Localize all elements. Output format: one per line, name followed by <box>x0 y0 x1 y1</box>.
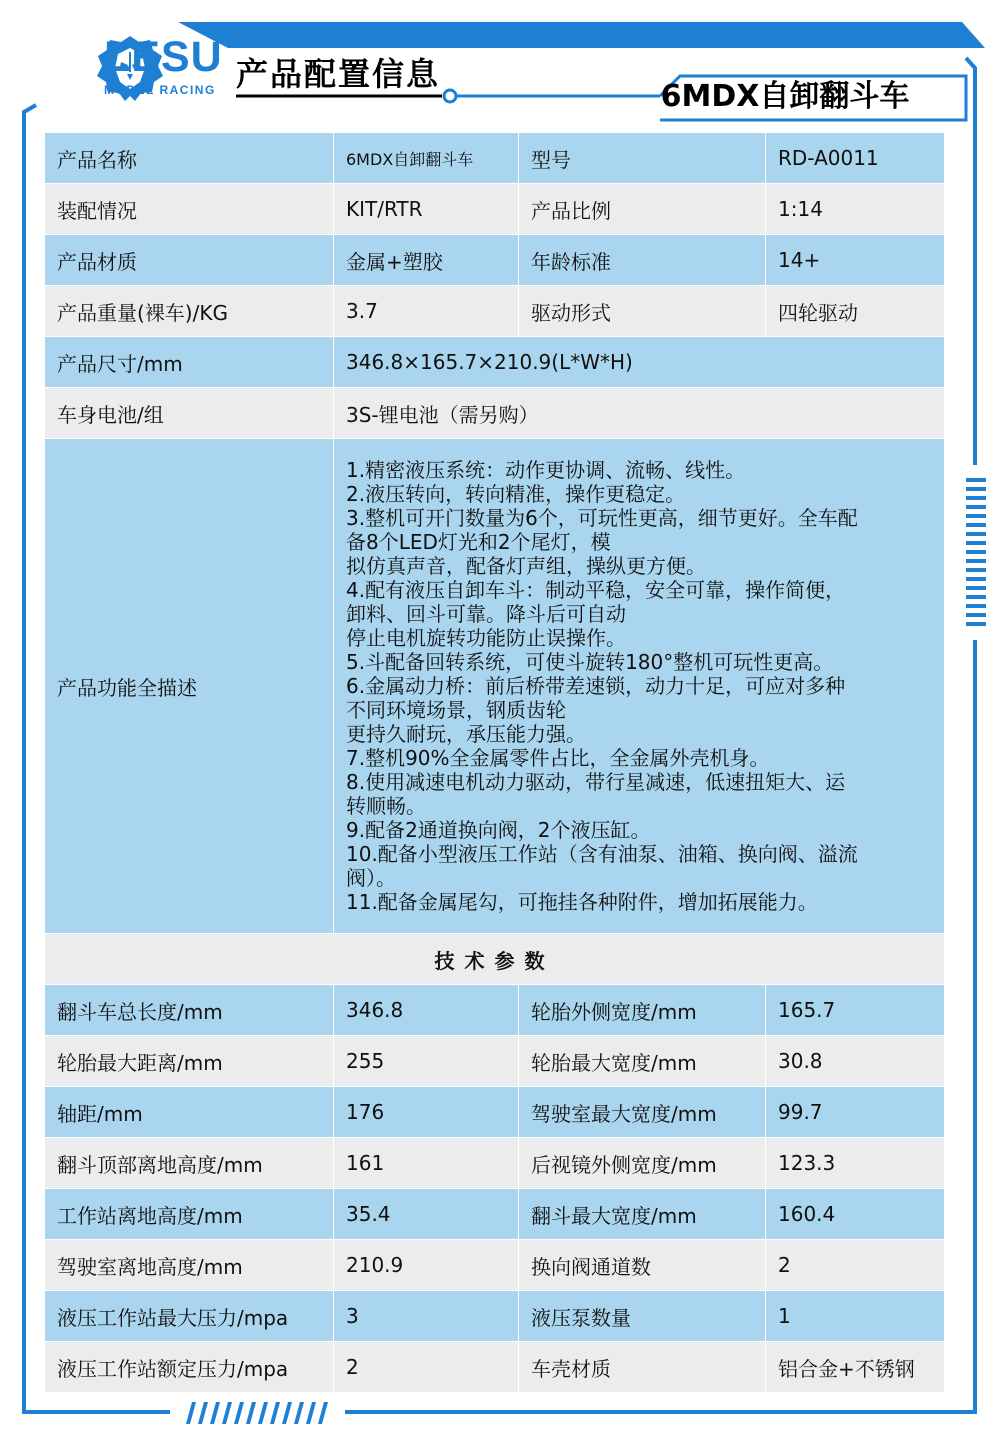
description-line: 7.整机90%全金属零件占比，全金属外壳机身。 <box>346 746 770 770</box>
age-value: 14+ <box>766 235 945 286</box>
description-line: 备8个LED灯光和2个尾灯，模 <box>346 530 611 554</box>
brand-tagline: MODEL RACING <box>104 83 216 97</box>
description-line: 更持久耐玩，承压能力强。 <box>346 722 586 746</box>
description-line: 6.金属动力桥：前后桥带差速锁，动力十足，可应对多种 <box>346 674 846 698</box>
tech-value: 346.8 <box>334 985 519 1036</box>
assembly-label: 装配情况 <box>45 184 334 235</box>
page-title: 产品配置信息 <box>236 55 441 93</box>
table-row <box>45 235 945 286</box>
description-line: 1.精密液压系统：动作更协调、流畅、线性。 <box>346 458 746 482</box>
tech-label: 轮胎外侧宽度/mm <box>519 985 766 1036</box>
tech-value: 铝合金+不锈钢 <box>766 1342 945 1393</box>
table-row <box>45 439 945 934</box>
table-row <box>45 1087 945 1138</box>
table-row <box>45 184 945 235</box>
tech-label: 后视镜外侧宽度/mm <box>519 1138 766 1189</box>
tech-value: 2 <box>766 1240 945 1291</box>
description-line: 8.使用减速电机动力驱动，带行星减速，低速扭矩大、运 <box>346 770 846 794</box>
table-row <box>45 985 945 1036</box>
table-row <box>45 1036 945 1087</box>
description-value <box>334 439 945 934</box>
scale-label: 产品比例 <box>519 184 766 235</box>
tech-label: 换向阀通道数 <box>519 1240 766 1291</box>
tech-value: 123.3 <box>766 1138 945 1189</box>
drive-label: 驱动形式 <box>519 286 766 337</box>
tech-value: 255 <box>334 1036 519 1087</box>
description-line: 停止电机旋转功能防止误操作。 <box>346 626 626 650</box>
drive-value: 四轮驱动 <box>766 286 945 337</box>
size-label: 产品尺寸/mm <box>45 337 334 388</box>
tech-value: 161 <box>334 1138 519 1189</box>
table-row <box>45 1291 945 1342</box>
name-value: 6MDX自卸翻斗车 <box>334 133 519 184</box>
description-line: 阀）。 <box>346 866 396 890</box>
model-label: 型号 <box>519 133 766 184</box>
material-value: 金属+塑胶 <box>334 235 519 286</box>
description-line: 4.配有液压自卸车斗：制动平稳，安全可靠，操作简便， <box>346 578 846 602</box>
brand-name: LESU <box>104 33 223 81</box>
table-row <box>45 286 945 337</box>
weight-label: 产品重量(裸车)/KG <box>45 286 334 337</box>
model-value: RD-A0011 <box>766 133 945 184</box>
material-label: 产品材质 <box>45 235 334 286</box>
table-row <box>45 1138 945 1189</box>
tech-value: 165.7 <box>766 985 945 1036</box>
tech-section-title: 技术参数 <box>45 934 945 985</box>
name-label: 产品名称 <box>45 133 334 184</box>
description-line: 2.液压转向，转向精准，操作更稳定。 <box>346 482 686 506</box>
side-stripes-decoration <box>966 478 986 626</box>
tech-value: 176 <box>334 1087 519 1138</box>
size-value: 346.8×165.7×210.9(L*W*H) <box>334 337 945 388</box>
tech-label: 翻斗最大宽度/mm <box>519 1189 766 1240</box>
tech-value: 2 <box>334 1342 519 1393</box>
table-row <box>45 337 945 388</box>
tech-value: 1 <box>766 1291 945 1342</box>
tech-label: 轮胎最大距离/mm <box>45 1036 334 1087</box>
tech-label: 液压泵数量 <box>519 1291 766 1342</box>
model-title: 6MDX自卸翻斗车 <box>660 79 910 114</box>
description-line: 不同环境场景，钢质齿轮 <box>346 698 566 722</box>
table-row <box>45 1189 945 1240</box>
description-line: 11.配备金属尾勾，可拖挂各种附件，增加拓展能力。 <box>346 890 818 914</box>
description-line: 10.配备小型液压工作站（含有油泵、油箱、换向阀、溢流 <box>346 842 858 866</box>
table-row <box>45 1240 945 1291</box>
tech-label: 翻斗车总长度/mm <box>45 985 334 1036</box>
scale-value: 1:14 <box>766 184 945 235</box>
tech-value: 160.4 <box>766 1189 945 1240</box>
tech-label: 液压工作站额定压力/mpa <box>45 1342 334 1393</box>
bottom-stripes-decoration <box>180 1402 330 1424</box>
tech-label: 驾驶室最大宽度/mm <box>519 1087 766 1138</box>
spec-table <box>44 132 945 1393</box>
tech-label: 翻斗顶部离地高度/mm <box>45 1138 334 1189</box>
table-row <box>45 388 945 439</box>
tech-value: 99.7 <box>766 1087 945 1138</box>
tech-label: 轮胎最大宽度/mm <box>519 1036 766 1087</box>
tech-label: 驾驶室离地高度/mm <box>45 1240 334 1291</box>
description-label: 产品功能全描述 <box>45 439 334 934</box>
tech-label: 工作站离地高度/mm <box>45 1189 334 1240</box>
weight-value: 3.7 <box>334 286 519 337</box>
battery-label: 车身电池/组 <box>45 388 334 439</box>
description-line: 卸料、回斗可靠。降斗后可自动 <box>346 602 626 626</box>
age-label: 年龄标准 <box>519 235 766 286</box>
description-line: 3.整机可开门数量为6个，可玩性更高，细节更好。全车配 <box>346 506 858 530</box>
tech-label: 车壳材质 <box>519 1342 766 1393</box>
description-line: 拟仿真声音，配备灯声组，操纵更方便。 <box>346 554 706 578</box>
description-line: 5.斗配备回转系统，可使斗旋转180°整机可玩性更高。 <box>346 650 834 674</box>
tech-value: 3 <box>334 1291 519 1342</box>
table-row <box>45 934 945 985</box>
battery-value: 3S-锂电池（需另购） <box>334 388 945 439</box>
tech-label: 液压工作站最大压力/mpa <box>45 1291 334 1342</box>
tech-label: 轴距/mm <box>45 1087 334 1138</box>
table-row <box>45 1342 945 1393</box>
description-line: 9.配备2通道换向阀，2个液压缸。 <box>346 818 651 842</box>
assembly-value: KIT/RTR <box>334 184 519 235</box>
tech-value: 35.4 <box>334 1189 519 1240</box>
tech-value: 30.8 <box>766 1036 945 1087</box>
description-line: 转顺畅。 <box>346 794 426 818</box>
tech-value: 210.9 <box>334 1240 519 1291</box>
table-row <box>45 133 945 184</box>
